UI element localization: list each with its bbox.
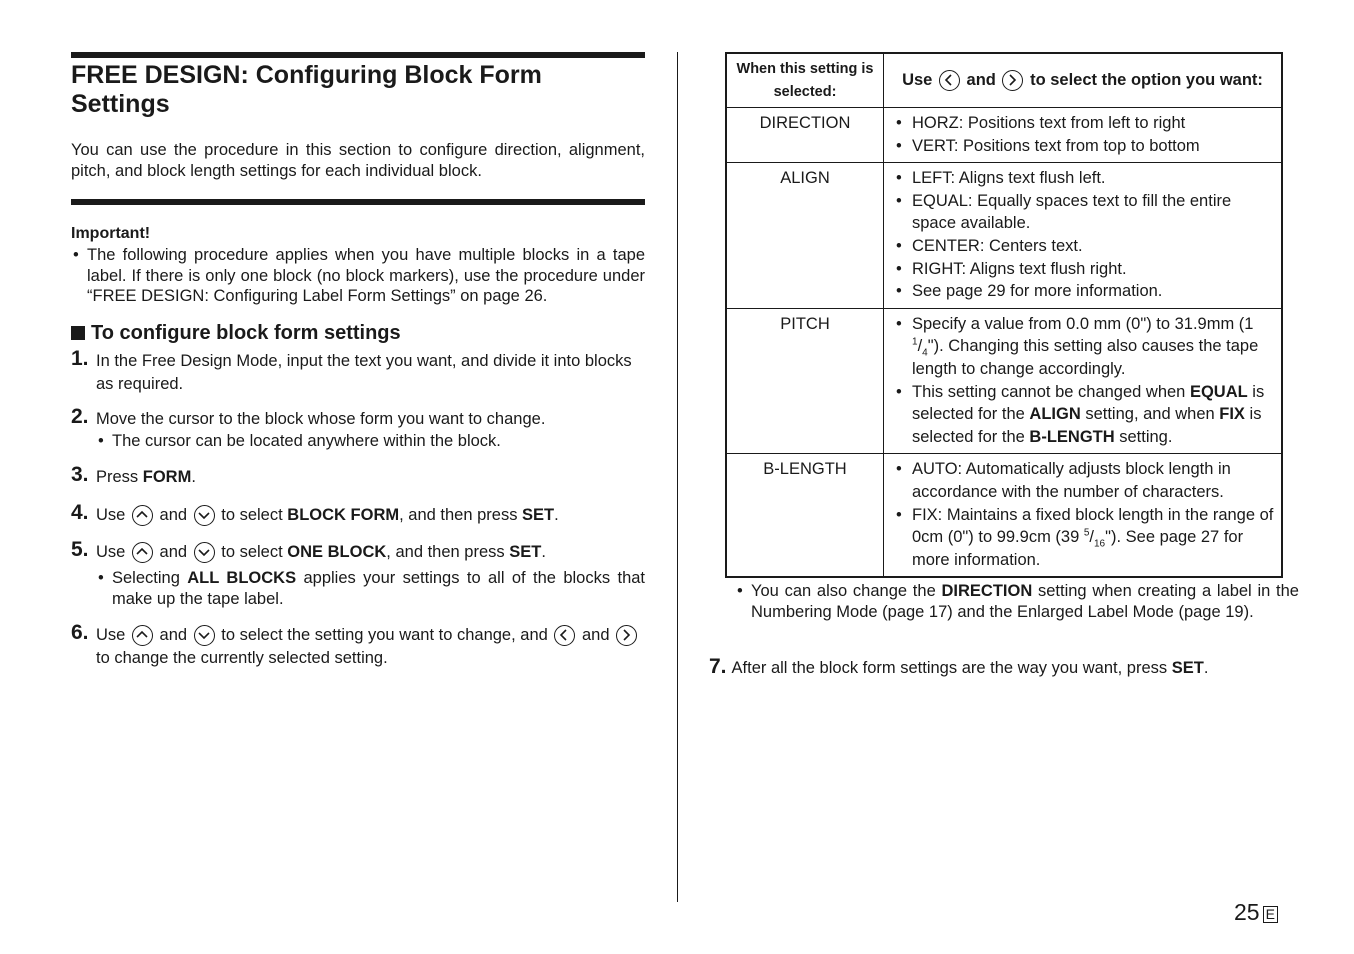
- setting-align: ALIGN: [726, 163, 884, 309]
- step-5-sub: • Selecting ALL BLOCKS applies your settings to all of the blocks that make up the tape label.: [96, 568, 645, 610]
- procedure-title: To configure block form settings: [71, 322, 401, 345]
- important-note: [71, 245, 645, 307]
- top-rule: [71, 52, 645, 58]
- direction-note: • You can also change the DIRECTION setting when creating a label in the Numbering Mode (page 17) and the Enlarged Label Mode (page 19).: [735, 581, 1299, 622]
- important-rule: [71, 199, 645, 205]
- options-direction: • HORZ: Positions text from left to right • VERT: Positions text from top to bottom: [884, 108, 1283, 163]
- options-b-length: • AUTO: Automatically adjusts block length in accordance with the number of characters. • FIX: Maintains a fixed block length in the range of 0cm (0") to 99.9cm (39 $^5/_{16}$"). See page 27 for more information.: [884, 454, 1283, 577]
- step-5: 5. Use and to select ONE BLOCK, and then press SET. • Selecting ALL BLOCKS applies your settings to all of the blocks that make up the tape label.: [71, 541, 645, 610]
- down-arrow-icon: [194, 542, 215, 563]
- right-arrow-icon: [616, 625, 637, 646]
- up-arrow-icon: [132, 542, 153, 563]
- left-arrow-icon: [939, 70, 960, 91]
- settings-table: [725, 52, 1283, 578]
- table-row: [726, 108, 1282, 163]
- square-bullet-icon: [71, 326, 85, 340]
- down-arrow-icon: [194, 625, 215, 646]
- setting-direction: DIRECTION: [726, 108, 884, 163]
- step-2: 2. Move the cursor to the block whose form you want to change. • The cursor can be located anywhere within the block.: [71, 408, 645, 452]
- options-pitch: • Specify a value from 0.0 mm (0") to 31.9mm (1 $^1/_4$"). Changing this setting also causes the tape length to change accordingly. • This setting cannot be changed when EQUAL is selected for the ALIGN setting, and when FIX is selected for the B-LENGTH setting.: [884, 308, 1283, 454]
- step-2-text: Move the cursor to the block whose form you want to change.: [96, 410, 546, 428]
- language-badge: E: [1263, 906, 1278, 923]
- step-3: 3. Press FORM.: [71, 463, 196, 486]
- right-arrow-icon: [1002, 70, 1023, 91]
- step-7: 7. After all the block form settings are the way you want, press SET.: [709, 655, 1209, 678]
- header-setting: When this setting is selected:: [726, 53, 884, 108]
- column-divider: [677, 52, 678, 902]
- table-row: [726, 308, 1282, 454]
- step-2-sub: • The cursor can be located anywhere within the block.: [96, 431, 645, 452]
- up-arrow-icon: [132, 505, 153, 526]
- page-number: 25 E: [1234, 899, 1278, 926]
- step-6: 6. Use and to select the setting you want to change, and and to change the currently selected setting.: [71, 624, 645, 670]
- form-key: FORM: [142, 468, 192, 486]
- step-4: 4. Use and to select BLOCK FORM, and then press SET.: [71, 501, 559, 524]
- important-text: • The following procedure applies when you have multiple blocks in a tape label. If there is only one block (no block markers), use the procedure under “FREE DESIGN: Configuring Label Form Settings” on page 26.: [71, 245, 645, 307]
- options-align: • LEFT: Aligns text flush left. • EQUAL: Equally spaces text to fill the entire space available. • CENTER: Centers text. • RIGHT: Aligns text flush right. • See page 29 for more information.: [884, 163, 1283, 309]
- step-1-text: In the Free Design Mode, input the text you want, and divide it into blocks as required.: [96, 352, 632, 393]
- page-title: FREE DESIGN: Configuring Block Form Settings: [71, 61, 542, 118]
- table-row: [726, 163, 1282, 309]
- step-1: 1. In the Free Design Mode, input the text you want, and divide it into blocks as required.: [71, 350, 645, 396]
- intro-paragraph: You can use the procedure in this section to configure direction, alignment, pitch, and block length settings for each individual block.: [71, 141, 645, 180]
- down-arrow-icon: [194, 505, 215, 526]
- left-arrow-icon: [554, 625, 575, 646]
- setting-b-length: B-LENGTH: [726, 454, 884, 577]
- setting-pitch: PITCH: [726, 308, 884, 454]
- important-label: Important!: [71, 225, 151, 242]
- header-options: Use and to select the option you want:: [884, 53, 1283, 108]
- table-header-row: [726, 53, 1282, 108]
- up-arrow-icon: [132, 625, 153, 646]
- table-row: [726, 454, 1282, 577]
